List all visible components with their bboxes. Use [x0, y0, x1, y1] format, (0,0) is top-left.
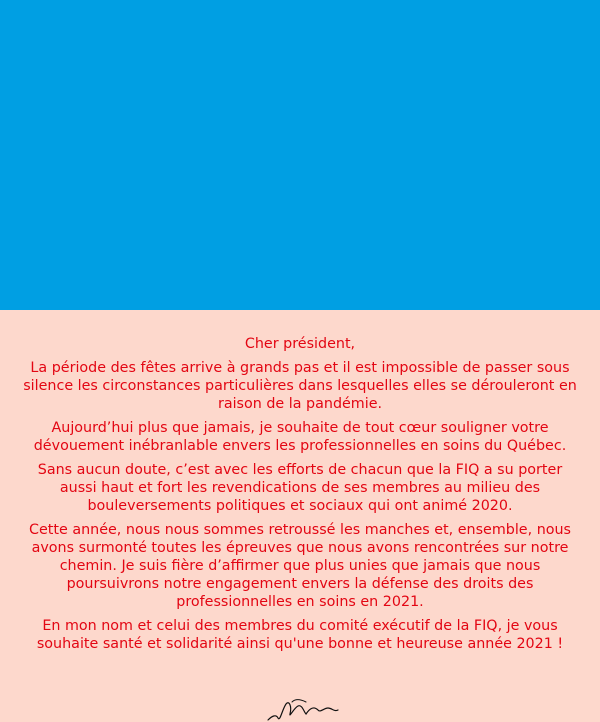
- salutation: Cher président,: [244, 336, 356, 352]
- letter-paragraph-3: Sans aucun doute, c’est avec les efforts de chacun que la FIQ a su porter aussi haut et fort les revendications de ses membres au milieu des bouleversements politiques et sociaux qui ont animé 2020.: [37, 462, 563, 514]
- signature-icon: [262, 696, 352, 722]
- letter-paragraph-2: Aujourd’hui plus que jamais, je souhaite de tout cœur souligner votre dévouement inébranlable envers les professionnelles en soins du Québec.: [33, 420, 567, 454]
- holiday-letter: [0, 335, 600, 659]
- letter-paragraph-4: Cette année, nous nous sommes retroussé les manches et, ensemble, nous avons surmonté toutes les épreuves que nous avons rencontrées sur notre chemin. Je suis fière d’affirmer que plus unies que jamais que nous poursuivrons notre engagement envers la défense des droits des professionnelles en soins en 2021.: [28, 522, 572, 610]
- letter-paragraph-5: En mon nom et celui des membres du comité exécutif de la FIQ, je vous souhaite santé et solidarité ainsi qu'une bonne et heureuse année 2021 !: [36, 618, 564, 652]
- letter-paragraph-1: La période des fêtes arrive à grands pas et il est impossible de passer sous silence les circonstances particulières dans lesquelles elles se dérouleront en raison de la pandémie.: [23, 360, 577, 412]
- header-banner: [0, 0, 600, 310]
